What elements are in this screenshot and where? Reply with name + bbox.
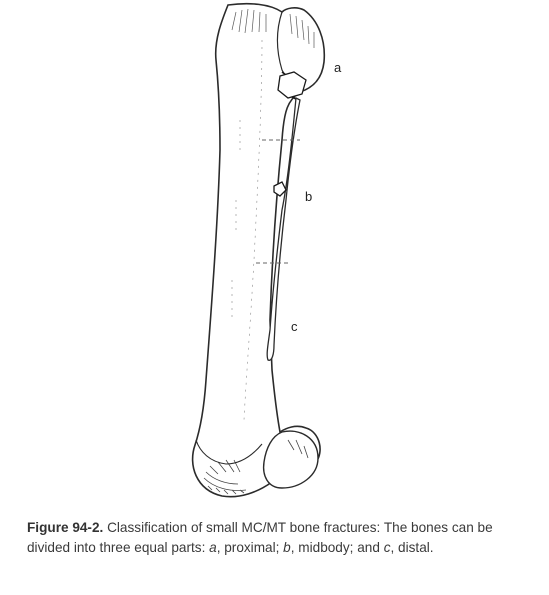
caption-text-3: , midbody; and bbox=[290, 539, 384, 555]
main-bone-shaft bbox=[193, 4, 325, 497]
distal-condyle bbox=[264, 431, 318, 488]
caption-text-2: , proximal; bbox=[216, 539, 284, 555]
caption-letter-a: a bbox=[209, 539, 217, 555]
label-midbody: b bbox=[305, 189, 313, 204]
caption-letter-b: b bbox=[283, 539, 291, 555]
figure-number: Figure 94-2. bbox=[27, 520, 104, 535]
caption-text-4: , distal. bbox=[390, 539, 434, 555]
caption-letter-c: c bbox=[383, 539, 391, 555]
label-proximal: a bbox=[334, 60, 342, 75]
caption-text-1: Classification of small MC/MT bone fractures: The bones can be divided into three equal parts: bbox=[27, 520, 493, 555]
label-distal: c bbox=[291, 319, 298, 334]
figure-caption bbox=[27, 518, 522, 557]
